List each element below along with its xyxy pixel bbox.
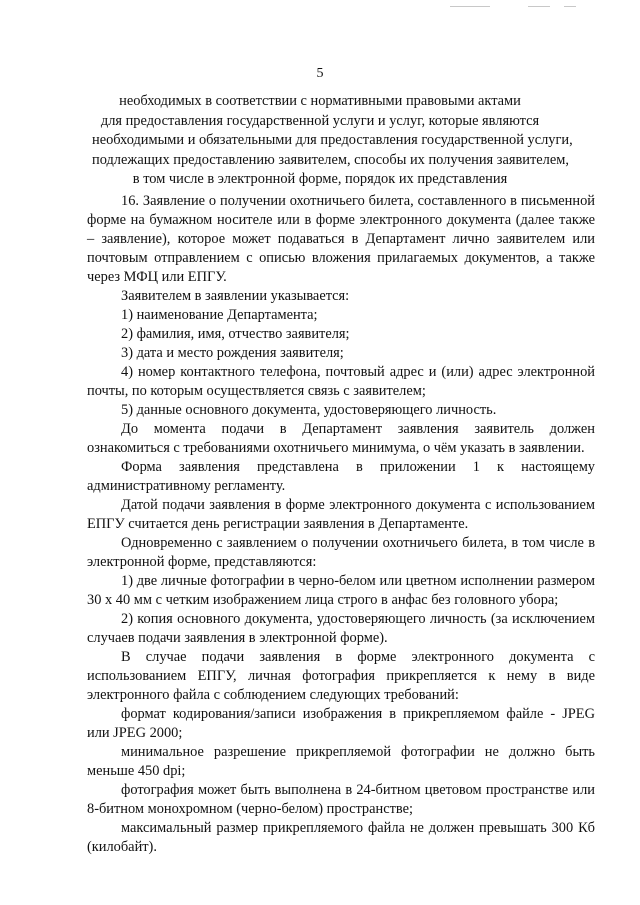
document-body	[87, 192, 595, 857]
list-item: 5) данные основного документа, удостоверяющего личность.	[121, 402, 497, 418]
heading-line: в том числе в электронной форме, порядок их представления	[132, 171, 508, 187]
heading-line: необходимых в соответствии с нормативными правовыми актами	[119, 93, 521, 109]
page-number: 5	[316, 66, 324, 81]
heading-line: подлежащих предоставлению заявителем, способы их получения заявителем,	[92, 151, 569, 168]
requirement-item: фотография может быть выполнена в 24-битном цветовом пространстве или 8-битном монохромном (черно-белом) пространстве;	[87, 782, 595, 817]
paragraph: В случае подачи заявления в форме электронного документа с использованием ЕПГУ, личная фотография прикрепляется к нему в виде электронного файла с соблюдением следующих требований:	[87, 649, 595, 703]
heading-line: необходимыми и обязательными для предоставления государственной услуги,	[92, 132, 573, 148]
list-item: 1) наименование Департамента;	[121, 307, 318, 323]
list-item: 2) фамилия, имя, отчество заявителя;	[121, 326, 350, 342]
requirement-item: максимальный размер прикрепляемого файла не должен превышать 300 Кб (килобайт).	[87, 820, 595, 855]
paragraph: Датой подачи заявления в форме электронного документа с использованием ЕПГУ считается день регистрации заявления в Департаменте.	[87, 497, 595, 532]
scan-artifact-marks	[450, 4, 600, 10]
requirement-item: минимальное разрешение прикрепляемой фотографии не должно быть меньше 450 dpi;	[87, 744, 595, 779]
section-heading	[92, 92, 573, 190]
paragraph: Заявителем в заявлении указывается:	[121, 288, 350, 304]
list-item: 4) номер контактного телефона, почтовый адрес и (или) адрес электронной почты, по которым осуществляется связь с заявителем;	[87, 364, 595, 399]
paragraph: Одновременно с заявлением о получении охотничьего билета, в том числе в электронной форме, представляются:	[87, 535, 595, 570]
list-item: 1) две личные фотографии в черно-белом или цветном исполнении размером 30 х 40 мм с четким изображением лица строго в анфас без головного убора;	[87, 573, 595, 608]
paragraph: До момента подачи в Департамент заявления заявитель должен ознакомиться с требованиями охотничьего минимума, о чём указать в заявлении.	[87, 421, 595, 456]
requirement-item: формат кодирования/записи изображения в прикрепляемом файле - JPEG или JPEG 2000;	[87, 706, 595, 741]
list-item: 3) дата и место рождения заявителя;	[121, 345, 344, 361]
heading-line: для предоставления государственной услуги и услуг, которые являются	[100, 112, 540, 129]
paragraph: Форма заявления представлена в приложении 1 к настоящему административному регламенту.	[87, 459, 595, 494]
list-item: 2) копия основного документа, удостоверяющего личность (за исключением случаев подачи заявления в электронной форме).	[87, 611, 595, 646]
paragraph-16: 16. Заявление о получении охотничьего билета, составленного в письменной форме на бумажном носителе или в форме электронного документа (далее также – заявление), которое может подаваться в Департамент лично заявителем или почтовым отправлением с описью вложения прилагаемых документов, а также через МФЦ или ЕПГУ.	[87, 193, 595, 285]
